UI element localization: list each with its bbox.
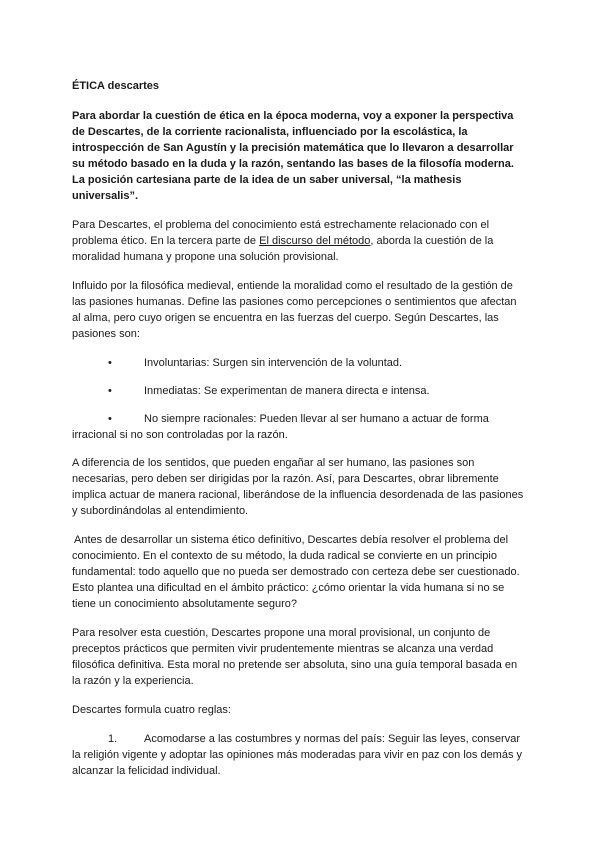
bullet-marker: • — [108, 413, 112, 425]
document-title: ÉTICA descartes — [72, 80, 160, 92]
rule-text: Acomodarse a las costumbres y normas del país: Seguir las leyes, conservar la religión vigente y adoptar las opiniones más moderadas para vivir en paz con los demás y alcanzar la felicidad individual. — [72, 733, 523, 777]
paragraph-pasiones: Influido por la filosófica medieval, entiende la moralidad como el resultado de la gestión de las pasiones humanas. Define las pasiones como percepciones o sentimientos que afectan al alma, pero cuyo origen se encuentra en las fuerzas del cuerpo. Según Descartes, las pasiones son: — [72, 280, 517, 340]
document-page — [72, 78, 528, 791]
paragraph-cuatro-reglas: Descartes formula cuatro reglas: — [72, 704, 231, 716]
rule-item — [72, 731, 528, 779]
paragraph-problema-conocimiento — [72, 217, 528, 265]
list-item — [72, 355, 528, 371]
intro-paragraph: Para abordar la cuestión de ética en la época moderna, voy a exponer la perspectiva de Descartes, de la corriente racionalista, influenciado por la escolástica, la introspección de San Agustín y la precisión matemática que lo llevaron a desarrollar su método basado en la duda y la razón, sentando las bases de la filosofía moderna. La posición cartesiana parte de la idea de un saber universal, “la mathesis universalis”. — [72, 110, 514, 202]
paragraph-sentidos: A diferencia de los sentidos, que pueden engañar al ser humano, las pasiones son necesarias, pero deben ser dirigidas por la razón. Así, para Descartes, obrar libremente implica actuar de manera racional, liberándose de la influencia desordenada de las pasiones y subordinándolas al entendimiento. — [72, 457, 524, 517]
paragraph-duda-radical: Antes de desarrollar un sistema ético definitivo, Descartes debía resolver el problema del conocimiento. En el contexto de su método, la duda radical se convierte en un principio fundamental: todo aquello que no pueda ser demostrado con certeza debe ser cuestionado. Esto plantea una dificultad en el ámbito práctico: ¿cómo orientar la vida humana si no se tiene un conocimiento absolutamente seguro? — [72, 534, 520, 610]
list-item-text: No siempre racionales: Pueden llevar al ser humano a actuar de forma irracional si no son controladas por la razón. — [72, 413, 489, 441]
paragraph-moral-provisional: Para resolver esta cuestión, Descartes propone una moral provisional, un conjunto de preceptos prácticos que permiten vivir prudentemente mientras se alcanza una verdad filosófica definitiva. Esta moral no pretende ser absoluta, sino una guía temporal basada en la razón y la experiencia. — [72, 627, 518, 687]
list-item-text: Inmediatas: Se experimentan de manera directa e intensa. — [144, 385, 430, 397]
bullet-marker: • — [108, 357, 112, 369]
list-item — [72, 383, 528, 399]
rule-number: 1. — [108, 733, 118, 745]
list-item-text: Involuntarias: Surgen sin intervención de la voluntad. — [144, 357, 403, 369]
paragraph-text: Para Descartes, el problema del conocimiento está estrechamente relacionado con el problema ético. En la tercera parte de — [72, 219, 490, 247]
discurso-del-metodo-link[interactable]: El discurso del método — [259, 235, 371, 247]
bullet-marker: • — [108, 385, 112, 397]
paragraph-text: , aborda la cuestión de la moralidad humana y propone una solución provisional. — [72, 235, 494, 263]
list-item — [72, 411, 528, 443]
